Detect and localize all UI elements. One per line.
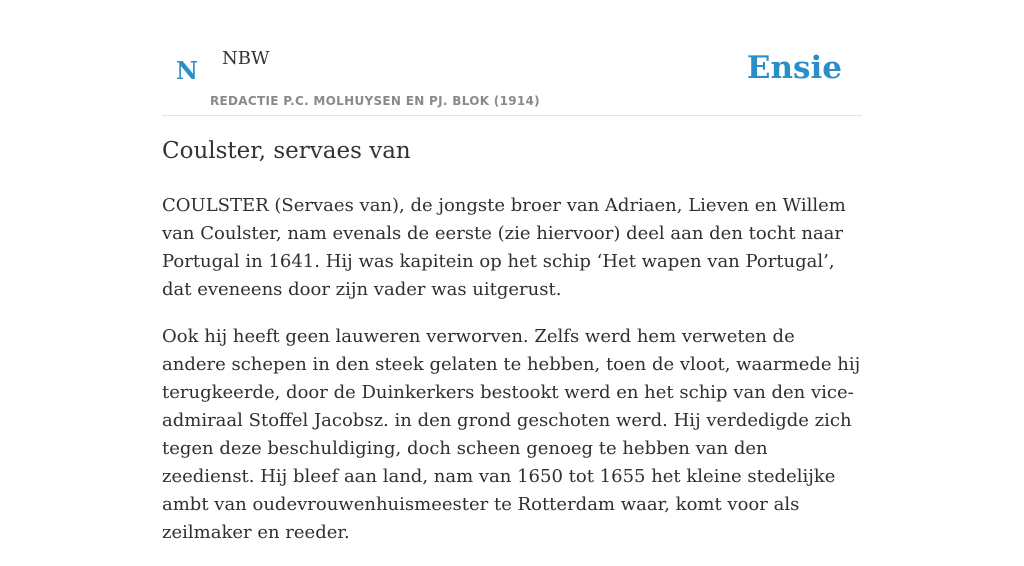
source-editors: REDACTIE P.C. MOLHUYSEN EN PJ. BLOK (1914) [210, 94, 540, 108]
page-title: Coulster, servaes van [162, 138, 411, 164]
article-paragraph: Ook hij heeft geen lauweren verworven. Zelfs werd hem verweten de andere schepen in den steek gelaten te hebben, toen de vloot, waarmede hij terugkeerde, door de Duinkerkers bestookt werd en het schip van den vice-admiraal Stoffel Jacobsz. in den grond geschoten werd. Hij verdedigde zich tegen deze beschuldiging, doch scheen genoeg te hebben van den zeedienst. Hij bleef aan land, nam van 1650 tot 1655 het kleine stedelijke ambt van oudevrouwenhuismeester te Rotterdam waar, komt voor als zeilmaker en reeder. [162, 326, 861, 543]
source-logo-icon: N [176, 56, 198, 85]
article-body [162, 192, 862, 566]
header [162, 40, 862, 116]
article-paragraph: COULSTER (Servaes van), de jongste broer van Adriaen, Lieven en Willem van Coulster, nam evenals de eerste (zie hiervoor) deel aan den tocht naar Portugal in 1641. Hij was kapitein op het schip ‘Het wapen van Portugal’, dat eveneens door zijn vader was uitgerust. [162, 195, 846, 300]
brand-logo-link[interactable]: Ensie [746, 50, 842, 86]
source-name[interactable]: NBW [222, 48, 270, 69]
